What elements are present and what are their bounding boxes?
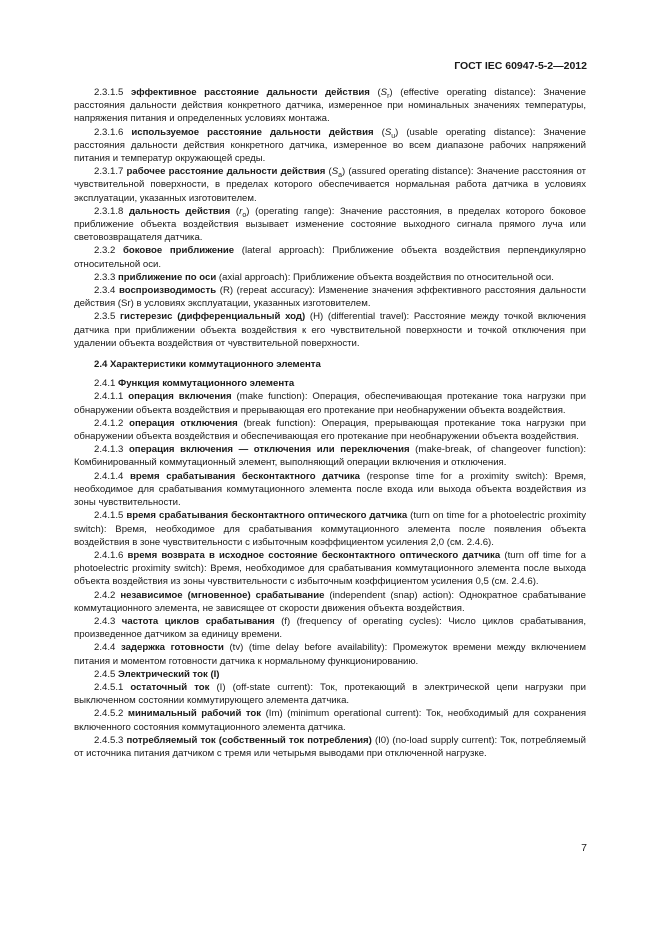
paragraph-2.4.3: 2.4.3 частота циклов срабатывания (f) (frequency of operating cycles): Число циклов срабатывания, произведенное датчиком за единицу времени.: [74, 615, 586, 641]
paragraph-2.3.2: 2.3.2 боковое приближение (lateral approach): Приближение объекта воздействия перпендикулярно относительной оси.: [74, 245, 587, 270]
paragraph-2.4.1.3: 2.4.1.3 операция включения — отключения или переключения (make-break, of changeover function): Комбинированный коммутационный элемент, выполняющий операции включения и отключения.: [74, 444, 587, 469]
paragraph-2.4.5.3: 2.4.5.3 потребляемый ток (собственный ток потребления) (I0) (no-load supply current): Ток, потребляемый от источника питания датчиком с тремя или четырьмя выводами при отключенной нагрузке.: [74, 734, 587, 759]
document-header: ГОСТ IEC 60947-5-2—2012: [454, 60, 587, 72]
paragraph-2.4.1.2: 2.4.1.2 операция отключения (break function): Операция, прерывающая протекание тока нагрузки при обнаружении объекта воздействия и обеспечивающая его протекание при необнаружении объекта воздействия.: [74, 417, 587, 443]
paragraph-2.3.3: 2.3.3 приближение по оси (axial approach): Приближение объекта воздействия по относительной оси.: [94, 271, 554, 283]
paragraph-2.3.4: 2.3.4 воспроизводимость (R) (repeat accuracy): Изменение значения эффективного расстояния дальности действия (Sr) в условиях эксплуатации, указанных изготовителем.: [74, 285, 586, 310]
paragraph-2.3.1.7: 2.3.1.7 рабочее расстояние дальности действия $(S_a)$ (assured operating distance): Значение расстояния от чувствительной поверхности, в пределах которого обеспечивается нормальная работа датчика в условиях эксплуатации, указанных изготовителем.: [74, 166, 586, 204]
document-body: [74, 86, 586, 760]
paragraph-2.4.2: 2.4.2 независимое (мгновенное) срабатывание (independent (snap) action): Однократное срабатывание коммутационного элемента, не зависящее от скорости движения объекта воздействия.: [74, 589, 586, 614]
paragraph-2.3.1.8: 2.3.1.8 дальность действия $(r_o)$ (operating range): Значение расстояния, в пределах которого боковое приближение объекта воздействия вызывает изменение состояние выходного сигнала прямого луча или световозвращателя датчика.: [74, 205, 586, 244]
paragraph-2.4.1.4: 2.4.1.4 время срабатывания бесконтактного датчика (response time for a proximity switch): Время, необходимое для срабатывания коммутационного элемента после входа или выхода объекта воздействия из зоны чувствительности.: [74, 470, 587, 509]
section-heading-2.4: 2.4 Характеристики коммутационного элемента: [94, 359, 321, 371]
paragraph-2.3.1.5: 2.3.1.5 эффективное расстояние дальности действия $(S_r)$ (effective operating distance): Значение расстояния дальности действия конкретного датчика, измеренное при номинальных значениях температуры, напряжения питания и определенных условиях монтажа.: [74, 87, 586, 125]
paragraph-2.4.1.5: 2.4.1.5 время срабатывания бесконтактного оптического датчика (turn on time for a photoelectric proximity switch): Время, необходимое для срабатывания коммутационного элемента после появления объекта воздействия в зоне чувствительности с избыточным коэффициентом усиления 2,0 (см. 2.4.6).: [74, 510, 586, 548]
paragraph-2.4.5.1: 2.4.5.1 остаточный ток (I) (off-state current): Ток, протекающий в электрической цепи нагрузки при выключенном состоянии коммутирующего элемента датчика.: [74, 681, 586, 707]
paragraph-2.4.1.1: 2.4.1.1 операция включения (make function): Операция, обеспечивающая протекание тока нагрузки при обнаружении объекта воздействия и прерывающая его протекание при необнаружении объекта воздействия.: [74, 391, 586, 416]
paragraph-2.4.4: 2.4.4 задержка готовности (tv) (time delay before availability): Промежуток времени между включением питания и моментом готовности датчика к нормальному функционированию.: [74, 642, 586, 667]
paragraph-2.4.1: 2.4.1 Функция коммутационного элемента: [94, 378, 295, 390]
paragraph-2.4.1.6: 2.4.1.6 время возврата в исходное состояние бесконтактного оптического датчика (turn off time for a photoelectric proximity switch): Время, необходимое для срабатывания коммутационного элемента после выхода объекта воздействия из зоны чувствительности с избыточным коэффициентом усиления 0,5 (см. 2.4.6).: [74, 549, 586, 588]
paragraph-2.3.5: 2.3.5 гистерезис (дифференциальный ход) (H) (differential travel): Расстояние между точкой включения датчика при приближении объекта воздействия к его чувствительной поверхности и точкой отключения при удалении объекта воздействия от чувствительной поверхности.: [74, 311, 586, 349]
paragraph-2.4.5.2: 2.4.5.2 минимальный рабочий ток (Im) (minimum operational current): Ток, необходимый для сохранения включенного состояния коммутационного элемента датчика.: [74, 708, 587, 733]
page-number: 7: [581, 842, 587, 854]
paragraph-2.3.1.6: 2.3.1.6 используемое расстояние дальности действия $(S_u)$ (usable operating distance): Значение расстояния дальности действия конкретного датчика, измеренное во всем диапазоне рабочих напряжений питания и температур окружающей среды.: [74, 126, 586, 165]
paragraph-2.4.5: 2.4.5 Электрический ток (I): [94, 668, 220, 680]
